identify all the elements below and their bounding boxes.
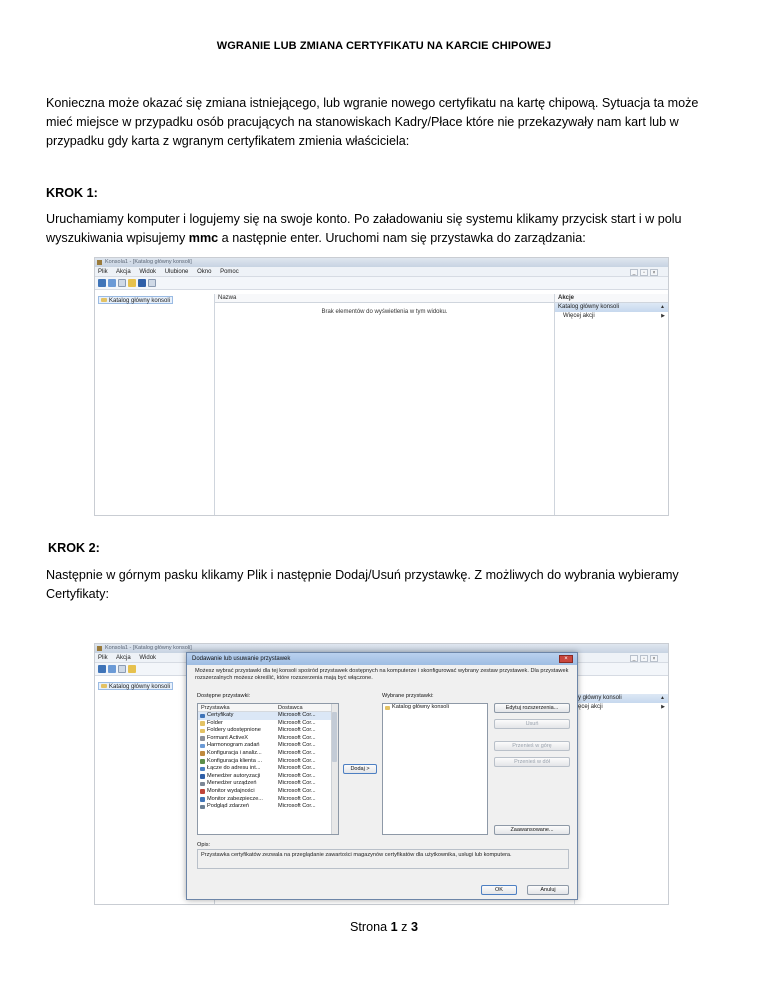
config-analysis-icon xyxy=(200,751,205,756)
snapin-name: Łącze do adresu int... xyxy=(207,765,261,772)
empty-message: Brak elementów do wyświetlenia w tym widoku. xyxy=(321,309,448,315)
snapin-name: Monitor zabezpiecze... xyxy=(207,795,263,802)
column-snapin[interactable]: Przystawka xyxy=(201,705,230,711)
menu-file[interactable]: Plik xyxy=(98,269,108,275)
menu-action[interactable]: Akcja xyxy=(116,269,131,275)
snapin-row[interactable] xyxy=(198,758,338,766)
menu-view[interactable]: Widok xyxy=(139,655,157,661)
mmc-screenshot-1 xyxy=(94,257,669,516)
scheduler-icon xyxy=(200,744,205,749)
snapin-row[interactable] xyxy=(198,796,338,804)
footer-mid: z xyxy=(397,920,411,934)
snapin-row[interactable] xyxy=(198,765,338,773)
snapin-vendor: Microsoft Cor... xyxy=(278,719,316,726)
ok-button[interactable]: OK xyxy=(481,885,517,895)
actions-selected-label: Katalog główny konsoli xyxy=(558,304,620,310)
snapin-vendor: Microsoft Cor... xyxy=(278,787,316,794)
snapin-row[interactable] xyxy=(198,727,338,735)
mmc2-window-buttons xyxy=(628,654,658,664)
description-label: Opis: xyxy=(197,842,211,848)
intro-paragraph: Konieczna może okazać się zmiana istniejącego, lub wgranie nowego certyfikatu na kartę chipową. Sytuacja ta może mieć miejsce w przypadku osób pracujących na stanowiskach Kadry/Płace które nie przekazywały nam kart lub w przypadku gdy karta z wgranym certyfikatem zmienia właściciela: xyxy=(46,96,699,148)
snapin-vendor: Microsoft Cor... xyxy=(278,803,316,810)
snapin-name: Podgląd zdarzeń xyxy=(207,803,249,810)
mmc1-toolbar xyxy=(95,277,668,290)
snapin-vendor: Microsoft Cor... xyxy=(278,749,316,756)
folder-icon xyxy=(385,706,390,711)
snapin-name: Menedżer autoryzacji xyxy=(207,772,261,779)
certificate-icon xyxy=(200,714,205,719)
submenu-arrow-icon: ▶ xyxy=(661,313,665,319)
snapin-vendor: Microsoft Cor... xyxy=(278,772,316,779)
snapin-row[interactable] xyxy=(198,788,338,796)
scrollbar-thumb[interactable] xyxy=(332,712,337,762)
back-arrow-icon[interactable] xyxy=(98,665,106,673)
edit-extensions-button[interactable]: Edytuj rozszerzenia... xyxy=(494,703,570,713)
security-monitor-icon xyxy=(200,797,205,802)
action-pane-icon[interactable] xyxy=(148,279,156,287)
mmc1-window-title: Konsola1 - [Katalog główny konsoli] xyxy=(105,259,192,265)
menu-help[interactable]: Pomoc xyxy=(220,269,239,275)
snapin-name: Certyfikaty xyxy=(207,712,234,718)
snapin-vendor: Microsoft Cor... xyxy=(278,742,316,749)
document-title: WGRANIE LUB ZMIANA CERTYFIKATU NA KARCIE CHIPOWEJ xyxy=(216,40,552,52)
cancel-button[interactable]: Anuluj xyxy=(527,885,569,895)
menu-file[interactable]: Plik xyxy=(98,655,108,661)
snapin-row[interactable] xyxy=(198,742,338,750)
snapin-vendor: Microsoft Cor... xyxy=(278,757,316,764)
snapin-row[interactable] xyxy=(198,712,338,720)
selected-snapin-item[interactable] xyxy=(383,704,487,712)
action-more-actions[interactable] xyxy=(575,703,668,712)
folder-icon xyxy=(101,298,107,302)
shared-folder-icon xyxy=(200,729,205,734)
move-down-button[interactable]: Przenieś w dół xyxy=(494,757,570,767)
snapin-row[interactable] xyxy=(198,773,338,781)
actions-selected-label: y główny konsoli xyxy=(578,695,622,701)
column-vendor[interactable]: Dostawca xyxy=(278,705,303,711)
selected-snapins-list[interactable] xyxy=(382,703,488,835)
snapin-row[interactable] xyxy=(198,803,338,811)
actions-selected-section[interactable] xyxy=(575,694,668,703)
mmc1-window-buttons xyxy=(628,268,658,278)
actions-pane xyxy=(555,294,668,515)
mmc1-panes xyxy=(95,294,668,515)
snapin-vendor: Microsoft Cor... xyxy=(278,712,316,718)
action-more-label: ęcej akcji xyxy=(578,704,603,710)
tree-root-label: Katalog główny konsoli xyxy=(109,684,171,690)
dialog-description: Możesz wybrać przystawki dla tej konsoli spośród przystawek dostępnych na komputerze i skonfigurować wybrany zestaw przystawek. Dla przystawek rozszerzalnych możesz określić, które rozszerzenia mają być włączone. xyxy=(195,668,569,681)
client-config-icon xyxy=(200,759,205,764)
column-header-name[interactable]: Nazwa xyxy=(215,294,554,303)
snapin-name: Konfiguracja i analiz... xyxy=(207,749,262,756)
snapin-name: Monitor wydajności xyxy=(207,787,255,794)
tree-root-label: Katalog główny konsoli xyxy=(109,298,171,304)
dialog-close-icon[interactable]: × xyxy=(559,655,573,663)
snapin-name: Konfiguracja klienta ... xyxy=(207,757,263,764)
move-up-button[interactable]: Przenieś w górę xyxy=(494,741,570,751)
footer-prefix: Strona xyxy=(350,920,391,934)
menu-action[interactable]: Akcja xyxy=(116,655,131,661)
menu-view[interactable]: Widok xyxy=(139,269,157,275)
link-icon xyxy=(200,767,205,772)
footer-page-total: 3 xyxy=(410,920,418,934)
remove-button[interactable]: Usuń xyxy=(494,719,570,729)
actions-header: Akcje xyxy=(555,294,668,303)
selected-snapins-label: Wybrane przystawki: xyxy=(382,693,434,699)
help-icon[interactable] xyxy=(138,279,146,287)
restore-icon[interactable]: ▫ xyxy=(640,269,648,276)
tree-root-item[interactable] xyxy=(98,296,173,304)
mmc-app-icon xyxy=(97,646,102,651)
menu-favorites[interactable]: Ulubione xyxy=(164,269,189,275)
results-pane xyxy=(215,294,555,515)
export-list-icon[interactable] xyxy=(128,279,136,287)
minimize-icon[interactable]: _ xyxy=(630,269,638,276)
performance-icon xyxy=(200,789,205,794)
available-snapins-label: Dostępne przystawki: xyxy=(197,693,251,699)
restore-icon[interactable]: ▫ xyxy=(640,655,648,662)
advanced-button[interactable]: Zaawansowane... xyxy=(494,825,570,835)
mmc1-titlebar xyxy=(95,258,668,267)
snapin-vendor: Microsoft Cor... xyxy=(278,734,316,741)
device-manager-icon xyxy=(200,782,205,787)
step1-text-a: Uruchamiamy komputer i logujemy się na swoje konto. Po załadowaniu się systemu klikamy przycisk start i w polu wyszukiwania wpisujemy xyxy=(46,212,682,245)
step1-command: mmc xyxy=(188,231,219,245)
export-list-icon[interactable] xyxy=(128,665,136,673)
folder-icon xyxy=(200,721,205,726)
action-more-label: Więcej akcji xyxy=(563,313,595,319)
snapin-row[interactable] xyxy=(198,735,338,743)
page-footer xyxy=(0,920,768,934)
snapin-name: Menedżer urządzeń xyxy=(207,780,257,787)
actions-selected-section[interactable] xyxy=(555,303,668,312)
console-tree-icon[interactable] xyxy=(118,279,126,287)
submenu-arrow-icon: ▶ xyxy=(661,704,665,710)
collapse-icon: ▲ xyxy=(660,695,665,701)
tree-root-item[interactable] xyxy=(98,682,173,690)
step2-heading: KROK 2: xyxy=(48,541,100,555)
dialog-title: Dodawanie lub usuwanie przystawek xyxy=(192,656,291,662)
snapin-vendor: Microsoft Cor... xyxy=(278,765,316,772)
activex-icon xyxy=(200,736,205,741)
snapin-row[interactable] xyxy=(198,780,338,788)
minimize-icon[interactable]: _ xyxy=(630,655,638,662)
snapin-name: Formant ActiveX xyxy=(207,734,249,741)
step1-heading: KROK 1: xyxy=(46,186,98,200)
mmc1-menubar xyxy=(95,267,668,277)
menu-window[interactable]: Okno xyxy=(197,269,212,275)
snapin-vendor: Microsoft Cor... xyxy=(278,780,316,787)
collapse-icon: ▲ xyxy=(660,304,665,310)
step1-paragraph xyxy=(46,210,726,248)
close-icon[interactable]: × xyxy=(650,655,658,662)
authorization-icon xyxy=(200,774,205,779)
actions-pane xyxy=(575,680,668,904)
close-icon[interactable]: × xyxy=(650,269,658,276)
available-snapins-list[interactable] xyxy=(197,703,339,835)
description-box: Przystawka certyfikatów zezwala na przeglądanie zawartości magazynów certyfikatów dla użytkownika, usługi lub komputera. xyxy=(197,849,569,869)
folder-icon xyxy=(101,684,107,688)
console-tree-pane xyxy=(95,294,215,515)
snapin-name: Folder xyxy=(207,719,223,726)
footer-page-number: 1 xyxy=(390,920,398,934)
snapin-vendor: Microsoft Cor... xyxy=(278,795,316,802)
forward-arrow-icon[interactable] xyxy=(108,279,116,287)
add-button[interactable]: Dodaj > xyxy=(343,764,377,774)
back-arrow-icon[interactable] xyxy=(98,279,106,287)
snapin-rows xyxy=(198,712,338,811)
step2-paragraph: Następnie w górnym pasku klikamy Plik i następnie Dodaj/Usuń przystawkę. Z możliwych do wybrania wybieramy Certyfikaty: xyxy=(46,568,679,601)
snapin-row[interactable] xyxy=(198,750,338,758)
step1-text-b: a następnie enter. Uruchomi nam się przystawka do zarządzania: xyxy=(218,231,586,245)
snapin-name: Foldery udostępnione xyxy=(207,727,261,734)
event-viewer-icon xyxy=(200,805,205,810)
action-more-actions[interactable] xyxy=(555,312,668,321)
dialog-titlebar xyxy=(187,653,577,665)
snapin-name: Harmonogram zadań xyxy=(207,742,260,749)
mmc-app-icon xyxy=(97,260,102,265)
available-list-scrollbar[interactable] xyxy=(331,704,338,834)
snapin-vendor: Microsoft Cor... xyxy=(278,727,316,734)
snapin-row[interactable] xyxy=(198,720,338,728)
add-remove-snapins-dialog xyxy=(186,652,578,900)
mmc2-window-title: Konsola1 - [Katalog główny konsoli] xyxy=(105,645,192,651)
available-list-header xyxy=(198,704,338,712)
console-tree-icon[interactable] xyxy=(118,665,126,673)
forward-arrow-icon[interactable] xyxy=(108,665,116,673)
selected-snapin-label: Katalog główny konsoli xyxy=(392,704,449,710)
